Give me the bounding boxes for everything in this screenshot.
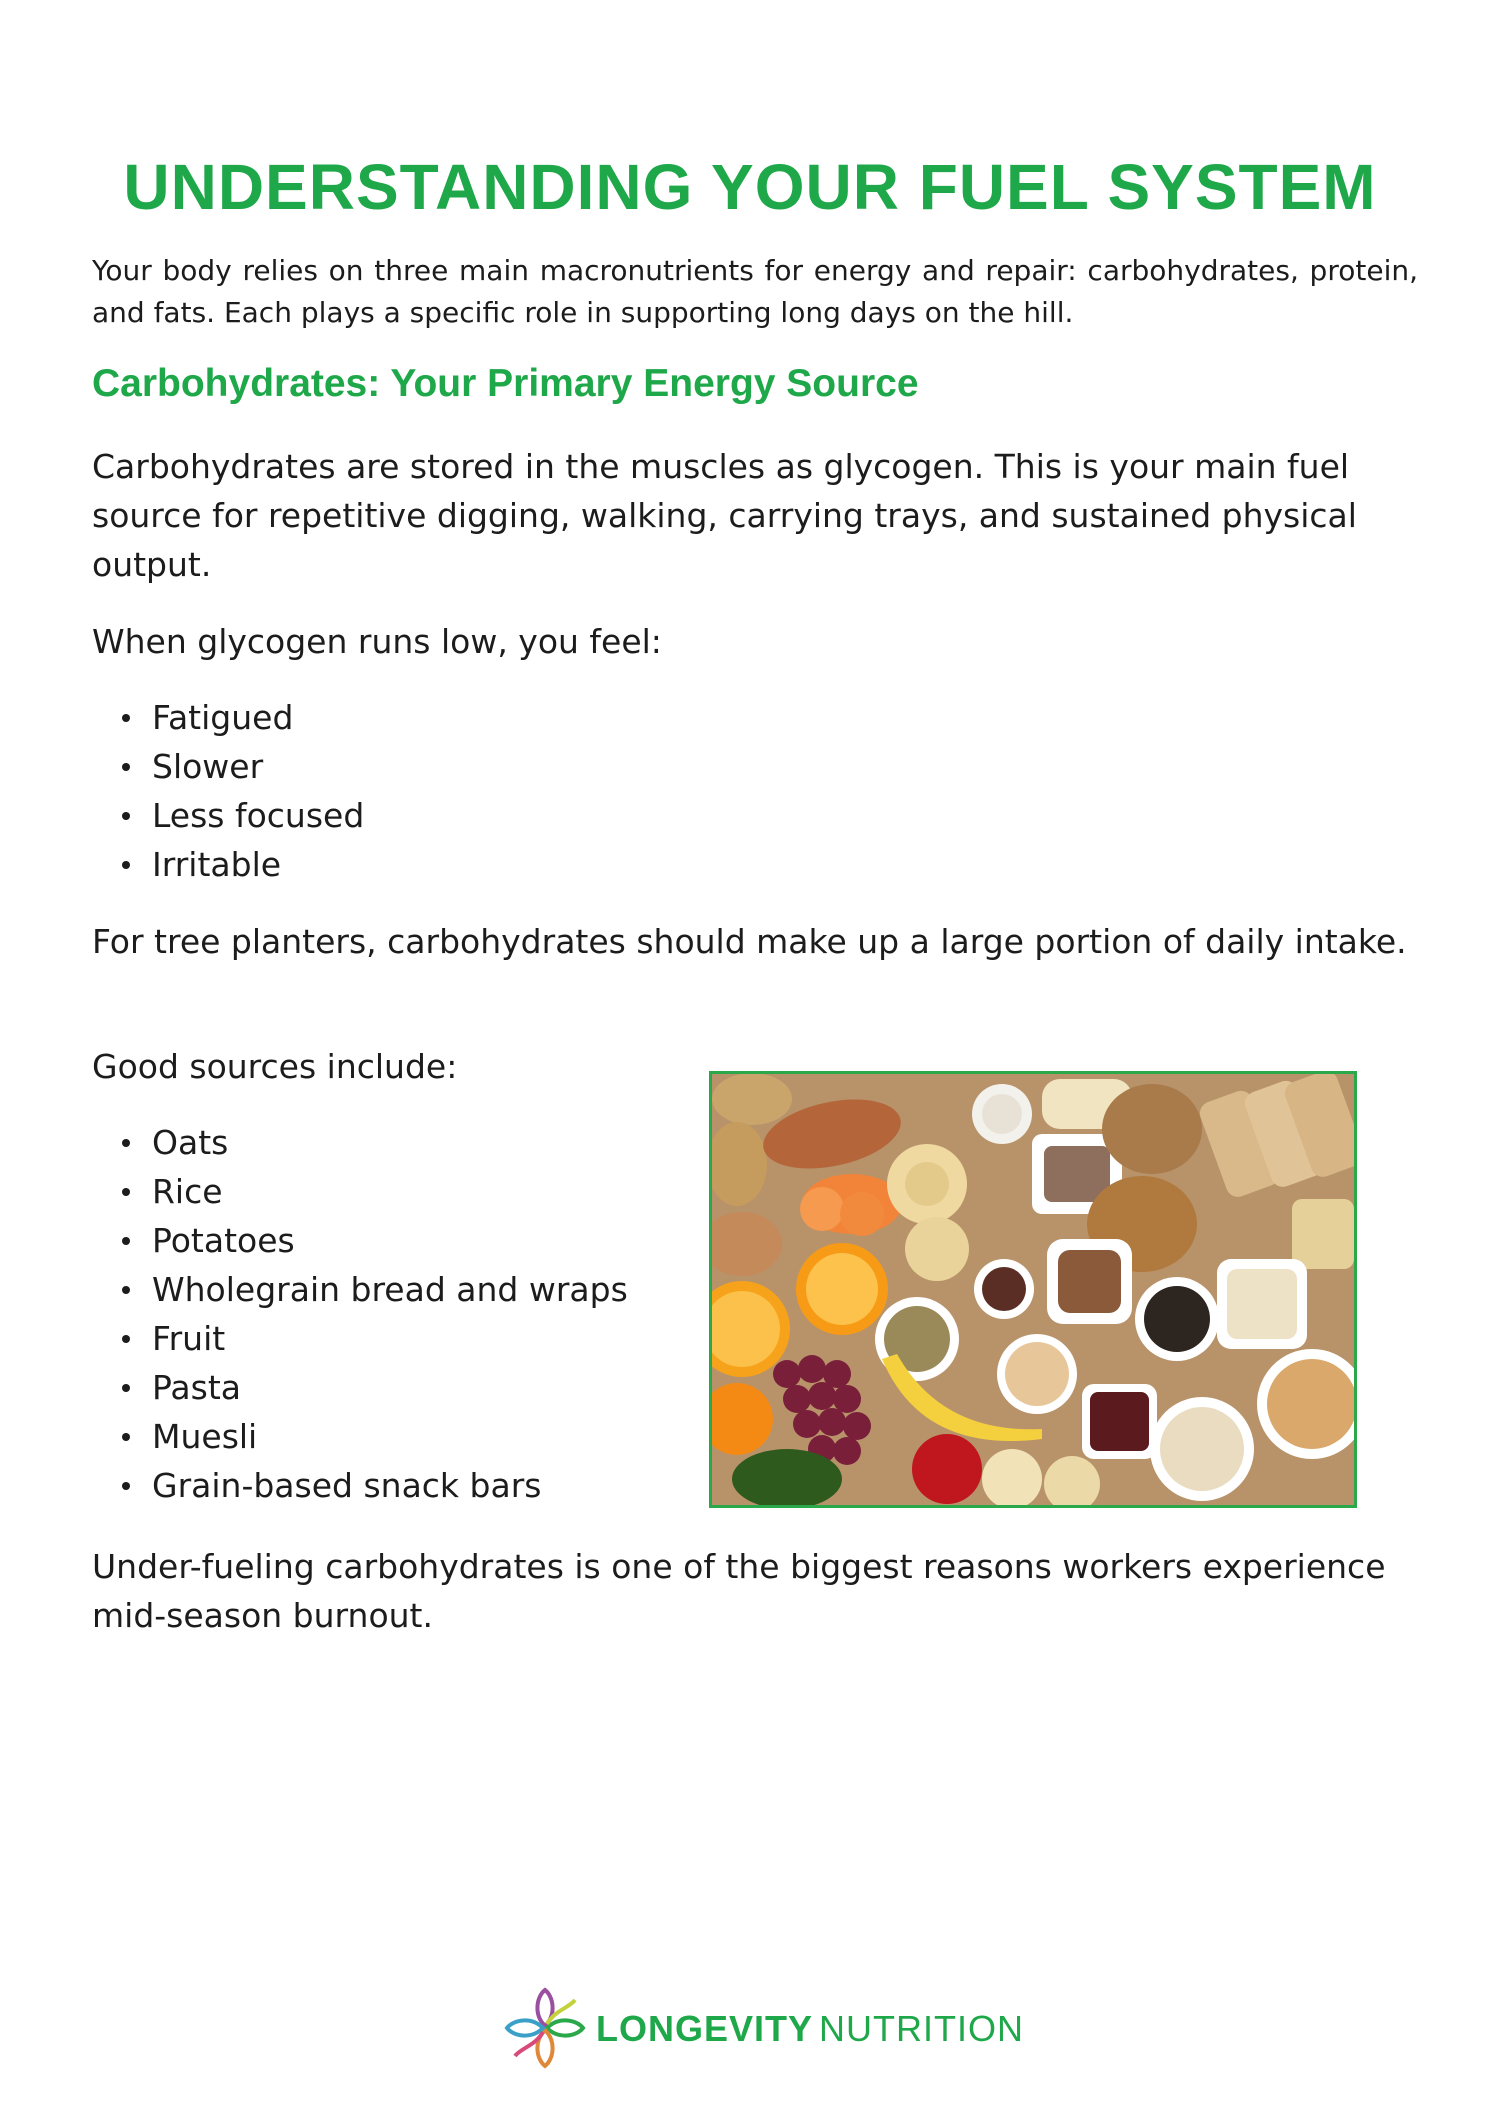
list-item: Oats bbox=[92, 1118, 628, 1167]
list-item: Fatigued bbox=[92, 693, 364, 742]
burnout-paragraph: Under-fueling carbohydrates is one of the biggest reasons workers experience mid-season burnout. bbox=[92, 1547, 1386, 1635]
list-item: Grain-based snack bars bbox=[92, 1461, 628, 1510]
carbohydrates-paragraph: Carbohydrates are stored in the muscles as glycogen. This is your main fuel source for repetitive digging, walking, carrying trays, and sustained physical output. bbox=[92, 447, 1357, 584]
glycogen-low-intro: When glycogen runs low, you feel: bbox=[92, 622, 662, 661]
section-heading: Carbohydrates: Your Primary Energy Source bbox=[92, 362, 919, 405]
longevity-logo-icon bbox=[503, 1986, 587, 2070]
tree-planters-paragraph: For tree planters, carbohydrates should make up a large portion of daily intake. bbox=[92, 922, 1407, 961]
list-item: Less focused bbox=[92, 791, 364, 840]
list-item: Wholegrain bread and wraps bbox=[92, 1265, 628, 1314]
list-item: Pasta bbox=[92, 1363, 628, 1412]
symptoms-list bbox=[92, 693, 364, 889]
list-item: Irritable bbox=[92, 840, 364, 889]
page-title: UNDERSTANDING YOUR FUEL SYSTEM bbox=[123, 151, 1377, 223]
footer bbox=[0, 1986, 1500, 2076]
list-item: Fruit bbox=[92, 1314, 628, 1363]
good-sources-intro: Good sources include: bbox=[92, 1047, 458, 1086]
intro-paragraph: Your body relies on three main macronutrients for energy and repair: carbohydrates, protein, and fats. Each plays a specific role in supporting long days on the hill. bbox=[92, 254, 1418, 329]
brand-name-bold: LONGEVITY bbox=[596, 2008, 814, 2049]
list-item: Muesli bbox=[92, 1412, 628, 1461]
sources-list bbox=[92, 1118, 628, 1510]
carbohydrate-foods-photo bbox=[709, 1071, 1357, 1508]
list-item: Rice bbox=[92, 1167, 628, 1216]
list-item: Potatoes bbox=[92, 1216, 628, 1265]
list-item: Slower bbox=[92, 742, 364, 791]
brand-name bbox=[596, 2008, 1024, 2050]
brand-name-light: NUTRITION bbox=[819, 2008, 1025, 2049]
